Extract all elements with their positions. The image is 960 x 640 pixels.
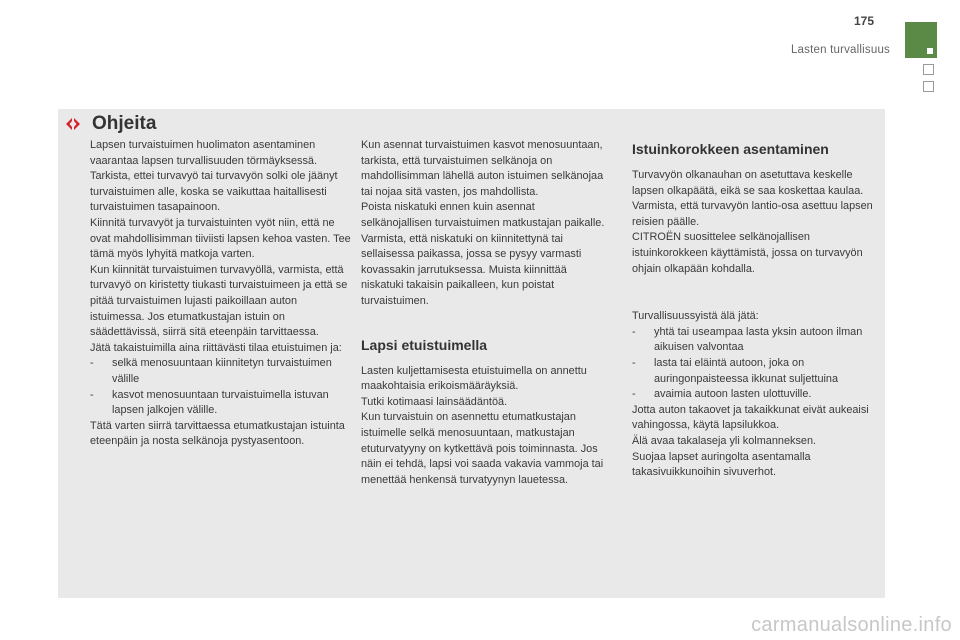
paragraph: Kun kiinnität turvaistuimen turvavyöllä, varmista, että turvavyö on kiristetty tiukasti turvaistuimeen ja että se pitää turvaistuimen lujasti paikoillaan auton istuimessa. Jos etumatkustajan istuin on säädettävissä, siirrä sitä eteenpäin tarvittaessa. bbox=[90, 263, 348, 339]
list-item-text: selkä menosuuntaan kiinnitetyn turvaistuimen välille bbox=[112, 357, 332, 385]
paragraph: Älä avaa takalaseja yli kolmanneksen. bbox=[632, 434, 817, 447]
paragraph: Poista niskatuki ennen kuin asennat selkänojallisen turvaistuimen matkustajan paikalle. bbox=[361, 201, 605, 229]
list-item bbox=[90, 356, 352, 387]
paragraph: Lasten kuljettamisesta etuistuimella on annettu maakohtaisia erikoismääräyksiä. bbox=[361, 364, 587, 393]
list-item-text: avaimia autoon lasten ulottuville. bbox=[654, 388, 812, 401]
paragraph: CITROËN suosittelee selkänojallisen istuinkorokkeen käyttämistä, jossa on turvavyön ohjain olkapään kohdalla. bbox=[632, 231, 863, 275]
section-heading: Istuinkorokkeen asentaminen bbox=[632, 141, 829, 157]
paragraph: Jätä takaistuimilla aina riittävästi tilaa etuistuimen ja: bbox=[90, 341, 342, 354]
section-title: Lasten turvallisuus bbox=[790, 44, 890, 56]
list-item bbox=[632, 356, 880, 387]
list-dash: - bbox=[632, 388, 636, 401]
section-heading: Lapsi etuistuimella bbox=[361, 336, 488, 353]
tab-marker bbox=[927, 48, 933, 54]
paragraph: Suojaa lapset auringolta asentamalla takasivuikkunoihin sivuverhot. bbox=[632, 450, 811, 479]
panel-title: Ohjeita bbox=[92, 113, 157, 134]
warning-hands-icon bbox=[65, 117, 81, 131]
paragraph: Kun turvaistuin on asennettu etumatkustajan istuimelle selkä menosuuntaan, matkustajan etuturvatyyny on kytkettävä pois toiminnasta. Jos näin ei tehdä, lapsi voi saada vakavia vammoja tai menettää henkensä turvatyynyn lauetessa. bbox=[361, 411, 604, 486]
list-item-text: lasta tai eläintä autoon, joka on auringonpaisteessa ikkunat suljettuina bbox=[654, 356, 839, 385]
page-number: 175 bbox=[853, 14, 874, 28]
list-item bbox=[90, 388, 352, 419]
watermark: carmanualsonline.info bbox=[751, 614, 952, 636]
paragraph: Turvavyön olkanauhan on asetuttava keskelle lapsen olkapäätä, eikä se saa koskettaa kaulaa. bbox=[632, 169, 864, 197]
column-1 bbox=[90, 138, 352, 450]
paragraph: Lapsen turvaistuimen huolimaton asentaminen vaarantaa lapsen turvallisuuden törmäyksessä. bbox=[90, 139, 318, 167]
list-item-text: kasvot menosuuntaan turvaistuimella istuvan lapsen jalkojen välille. bbox=[112, 388, 329, 417]
paragraph: Kiinnitä turvavyöt ja turvaistuinten vyöt niin, että ne ovat mahdollisimman tiiviisti lapsen kehoa vasten. Tee tämä myös lyhyitä matkoja varten. bbox=[90, 216, 351, 261]
list-item bbox=[632, 387, 880, 403]
paragraph: Varmista, että niskatuki on kiinnitettynä tai sellaisessa paikassa, jossa se pysyy varmasti kovassakin jarrutuksessa. Muista kiinnittää niskatuki takaisin paikalleen, kun poistat turvaistuimen. bbox=[361, 232, 582, 307]
paragraph: Turvallisuussyistä älä jätä: bbox=[632, 310, 759, 323]
chapter-marker-box bbox=[923, 64, 934, 75]
paragraph: Varmista, että turvavyön lantio-osa asettuu lapsen reisien päälle. bbox=[632, 200, 873, 228]
chapter-tab bbox=[905, 22, 937, 58]
list-dash: - bbox=[90, 357, 94, 370]
paragraph: Tätä varten siirrä tarvittaessa etumatkustajan istuinta eteenpäin ja nosta selkänoja pystyasentoon. bbox=[90, 419, 345, 448]
paragraph: Tarkista, ettei turvavyö tai turvavyön solki ole jäänyt turvaistuimen alle, koska se vaikuttaa haitallisesti turvaistuimen tasapainoon. bbox=[90, 170, 338, 214]
column-2 bbox=[361, 138, 605, 488]
list-dash: - bbox=[90, 388, 94, 401]
list-item-text: yhtä tai useampaa lasta yksin autoon ilman aikuisen valvontaa bbox=[654, 325, 863, 354]
list-dash: - bbox=[632, 325, 636, 338]
paragraph: Kun asennat turvaistuimen kasvot menosuuntaan, tarkista, että turvaistuimen selkänoja on mahdollisimman lähellä auton istuimen selkänojaa tai nojaa sitä vasten, jos mahdollista. bbox=[361, 139, 604, 198]
list-dash: - bbox=[632, 356, 636, 369]
list-item bbox=[632, 325, 880, 356]
chapter-marker-box bbox=[923, 81, 934, 92]
paragraph: Tutki kotimaasi lainsäädäntöä. bbox=[361, 395, 508, 408]
spacer bbox=[632, 277, 880, 309]
column-3 bbox=[632, 138, 880, 481]
paragraph: Jotta auton takaovet ja takaikkunat eivät aukeaisi vahingossa, käytä lapsilukkoa. bbox=[632, 403, 869, 432]
